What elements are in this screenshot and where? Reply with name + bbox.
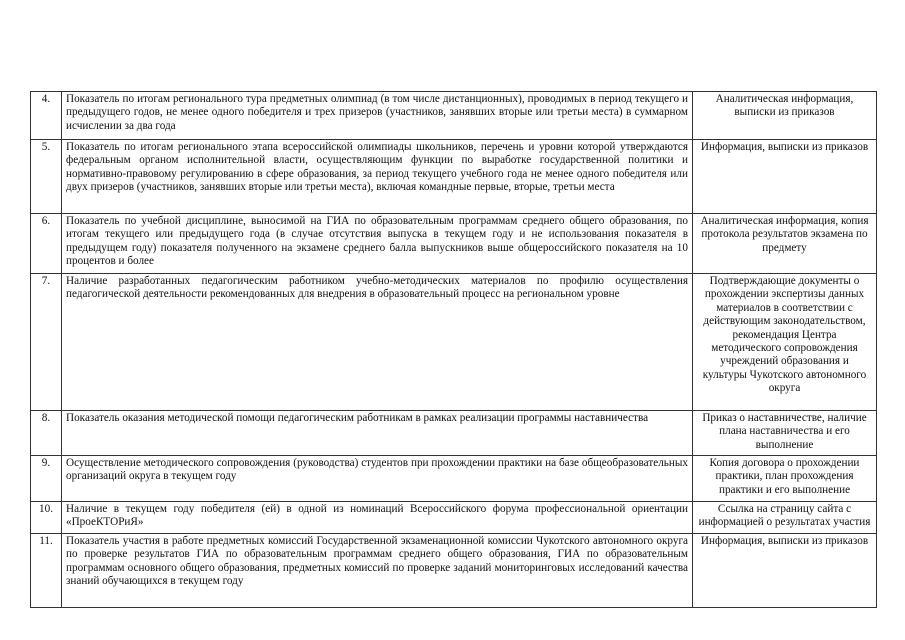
table-row	[31, 456, 877, 502]
row-number: 10.	[31, 502, 62, 534]
row-number: 6.	[31, 214, 62, 274]
row-number: 9.	[31, 456, 62, 502]
table-row	[31, 92, 877, 140]
confirmation-documents: Аналитическая информация, выписки из приказов	[693, 92, 877, 140]
table-row	[31, 411, 877, 456]
table-row	[31, 274, 877, 411]
row-number: 7.	[31, 274, 62, 411]
criterion-description: Показатель по учебной дисциплине, выносимой на ГИА по образовательным программам среднего общего образования, по итогам текущего или предыдущего года (в случае отсутствия выпуска в текущем году и не использования показателя в предыдущем году) показателя полученного на экзамене среднего балла выпускников выше общероссийского показателя на 10 процентов и более	[62, 214, 693, 274]
criterion-description: Показатель оказания методической помощи педагогическим работникам в рамках реализации программы наставничества	[62, 411, 693, 456]
row-number: 4.	[31, 92, 62, 140]
confirmation-documents: Информация, выписки из приказов	[693, 140, 877, 214]
confirmation-documents: Подтверждающие документы о прохождении экспертизы данных материалов в соответствии с действующим законодательством, рекомендация Центра методического сопровождения учреждений образования и культуры Чукотского автономного округа	[693, 274, 877, 411]
confirmation-documents: Ссылка на страницу сайта с информацией о результатах участия	[693, 502, 877, 534]
table-row	[31, 214, 877, 274]
confirmation-documents: Приказ о наставничестве, наличие плана наставничества и его выполнение	[693, 411, 877, 456]
table-row	[31, 140, 877, 214]
row-number: 11.	[31, 534, 62, 608]
confirmation-documents: Информация, выписки из приказов	[693, 534, 877, 608]
confirmation-documents: Аналитическая информация, копия протокола результатов экзамена по предмету	[693, 214, 877, 274]
row-number: 8.	[31, 411, 62, 456]
criterion-description: Показатель участия в работе предметных комиссий Государственной экзаменационной комиссии Чукотского автономного округа по проверке результатов ГИА по образовательным программам среднего общего образования, ГИА по образовательным программам основного общего образования, предметных комиссий по проверке заданий мониторинговых исследований качества знаний обучающихся в текущем году	[62, 534, 693, 608]
confirmation-documents: Копия договора о прохождении практики, план прохождения практики и его выполнение	[693, 456, 877, 502]
row-number: 5.	[31, 140, 62, 214]
criterion-description: Показатель по итогам регионального тура предметных олимпиад (в том числе дистанционных), проводимых в период текущего и предыдущего годов, не менее одного победителя и трех призеров (участников, занявших вторые или третьи места) в суммарном исчислении за два года	[62, 92, 693, 140]
criterion-description: Показатель по итогам регионального этапа всероссийской олимпиады школьников, перечень и уровни которой утверждаются федеральным органом исполнительной власти, осуществляющим функции по выработке государственной политики и нормативно-правовому регулированию в сфере образования, за период текущего учебного года не менее одного победителя или двух призеров (участников, занявших вторые или третьи места), включая командные первые, вторые, третьи места	[62, 140, 693, 214]
criteria-table	[30, 91, 877, 608]
criterion-description: Наличие в текущем году победителя (ей) в одной из номинаций Всероссийского форума профессиональной ориентации «ПроеКТОРиЯ»	[62, 502, 693, 534]
criterion-description: Наличие разработанных педагогическим работником учебно-методических материалов по профилю осуществления педагогической деятельности рекомендованных для внедрения в образовательный процесс на региональном уровне	[62, 274, 693, 411]
table-row	[31, 502, 877, 534]
table-row	[31, 534, 877, 608]
criterion-description: Осуществление методического сопровождения (руководства) студентов при прохождении практики на базе общеобразовательных организаций округа в текущем году	[62, 456, 693, 502]
